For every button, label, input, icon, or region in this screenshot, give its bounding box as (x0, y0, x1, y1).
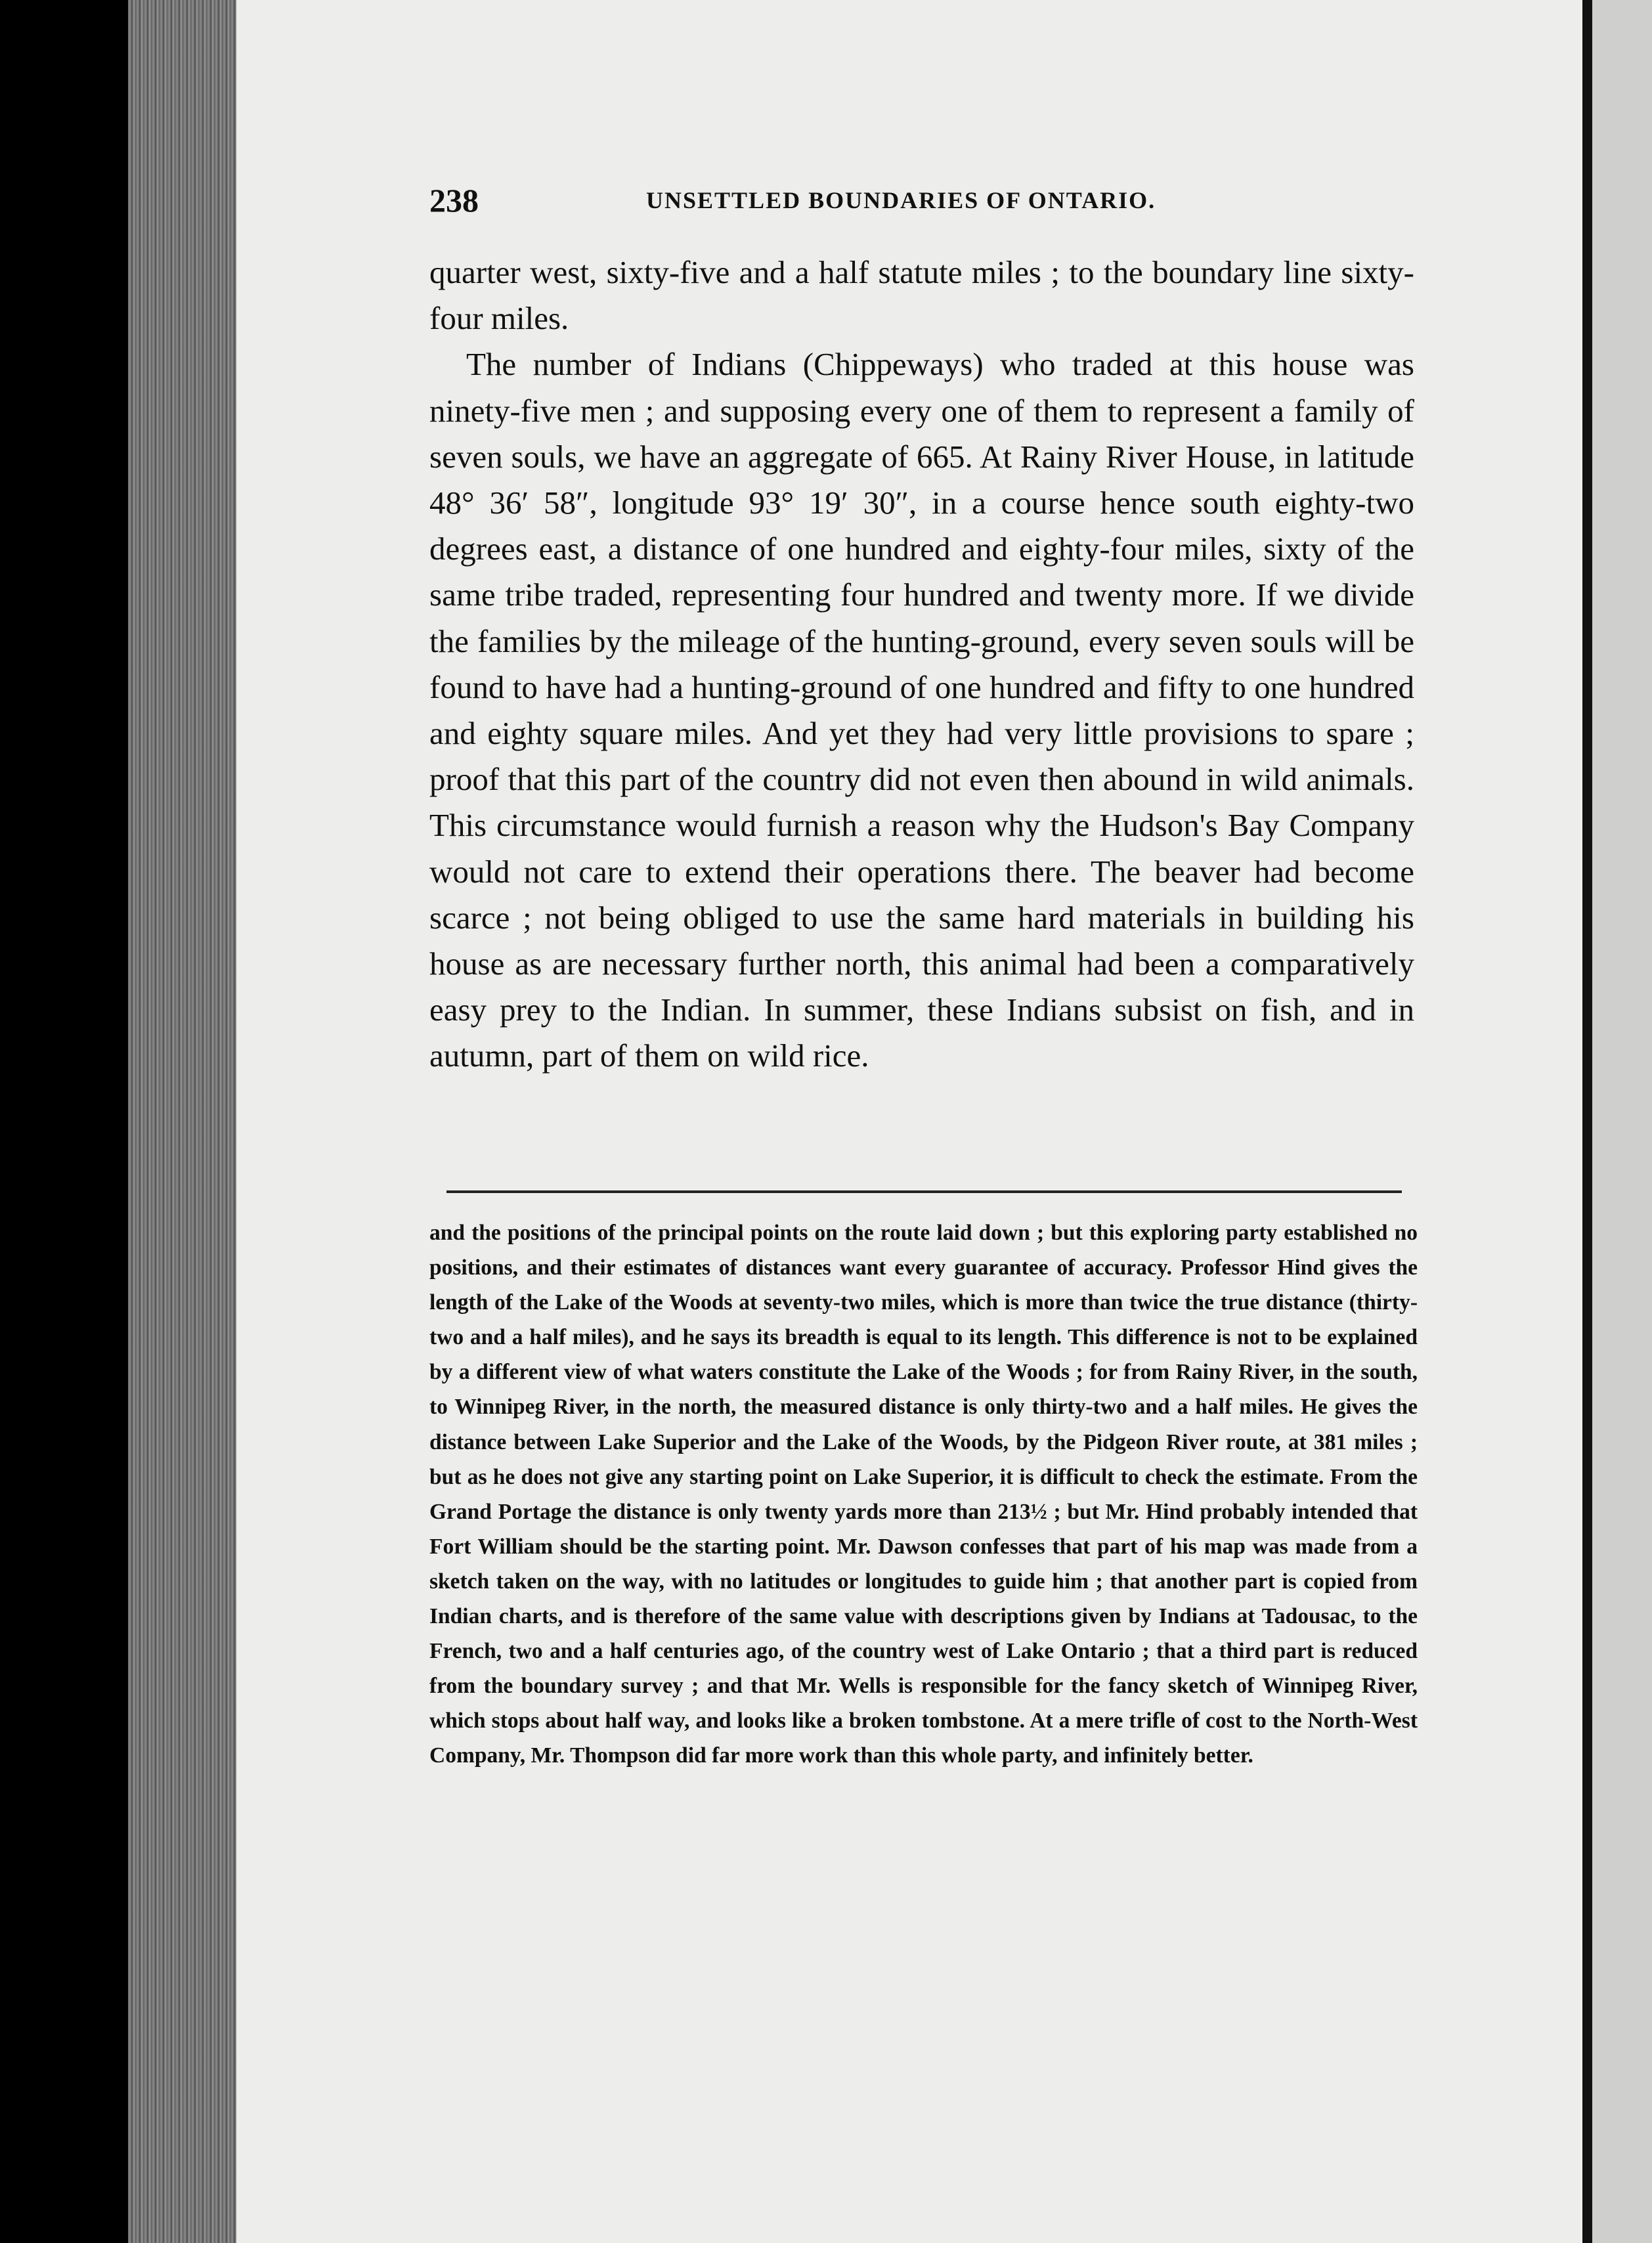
body-paragraph-continued: quarter west, sixty-five and a half statute miles ; to the boundary line sixty-four miles. (429, 254, 1414, 337)
page-number: 238 (429, 182, 479, 219)
book-page-edges (128, 0, 240, 2243)
facing-page-edge (1592, 0, 1652, 2243)
footnote-rule (446, 1190, 1402, 1193)
body-paragraph: The number of Indians (Chippeways) who traded at this house was ninety-five men ; and supposing every one of them to represent a family of seven souls, we have an aggregate of 665. At Rainy River House, in latitude 48° 36′ 58″, longitude 93° 19′ 30″, in a course hence south eighty-two degrees east, a distance of one hundred and eighty-four miles, sixty of the same tribe traded, representing four hundred and twenty more. If we divide the families by the mileage of the hunting-ground, every seven souls will be found to have had a hunting-ground of one hundred and fifty to one hundred and eighty square miles. And yet they had very little provisions to spare ; proof that this part of the country did not even then abound in wild animals. This circumstance would furnish a reason why the Hudson's Bay Company would not care to extend their operations there. The beaver had become scarce ; not being obliged to use the same hard materials in building his house as are necessary further north, this animal had been a comparatively easy prey to the Indian. In summer, these Indians subsist on fish, and in autumn, part of them on wild rice. (429, 346, 1414, 1074)
running-head (429, 181, 1414, 227)
gutter-shadow (1582, 0, 1592, 2243)
body-text (429, 250, 1414, 1079)
footnote-text: and the positions of the principal points on the route laid down ; but this exploring party established no positions, and their estimates of distances want every guarantee of accuracy. Professor Hind gives the length of the Lake of the Woods at seventy-two miles, which is more than twice the true distance (thirty-two and a half miles), and he says its breadth is equal to its length. This difference is not to be explained by a different view of what waters constitute the Lake of the Woods ; for from Rainy River, in the south, to Winnipeg River, in the north, the measured distance is only thirty-two and a half miles. He gives the distance between Lake Superior and the Lake of the Woods, by the Pidgeon River route, at 381 miles ; but as he does not give any starting point on Lake Superior, it is difficult to check the estimate. From the Grand Portage the distance is only twenty yards more than 213½ ; but Mr. Hind probably intended that Fort William should be the starting point. Mr. Dawson confesses that part of his map was made from a sketch taken on the way, with no latitudes or longitudes to guide him ; that another part is copied from Indian charts, and is therefore of the same value with descriptions given by Indians at Tadousac, to the French, two and a half centuries ago, of the country west of Lake Ontario ; that a third part is reduced from the boundary survey ; and that Mr. Wells is responsible for the fancy sketch of Winnipeg River, which stops about half way, and looks like a broken tombstone. At a mere trifle of cost to the North-West Company, Mr. Thompson did far more work than this whole party, and infinitely better. (429, 1221, 1418, 1768)
running-title: UNSETTLED BOUNDARIES OF ONTARIO. (646, 187, 1156, 213)
